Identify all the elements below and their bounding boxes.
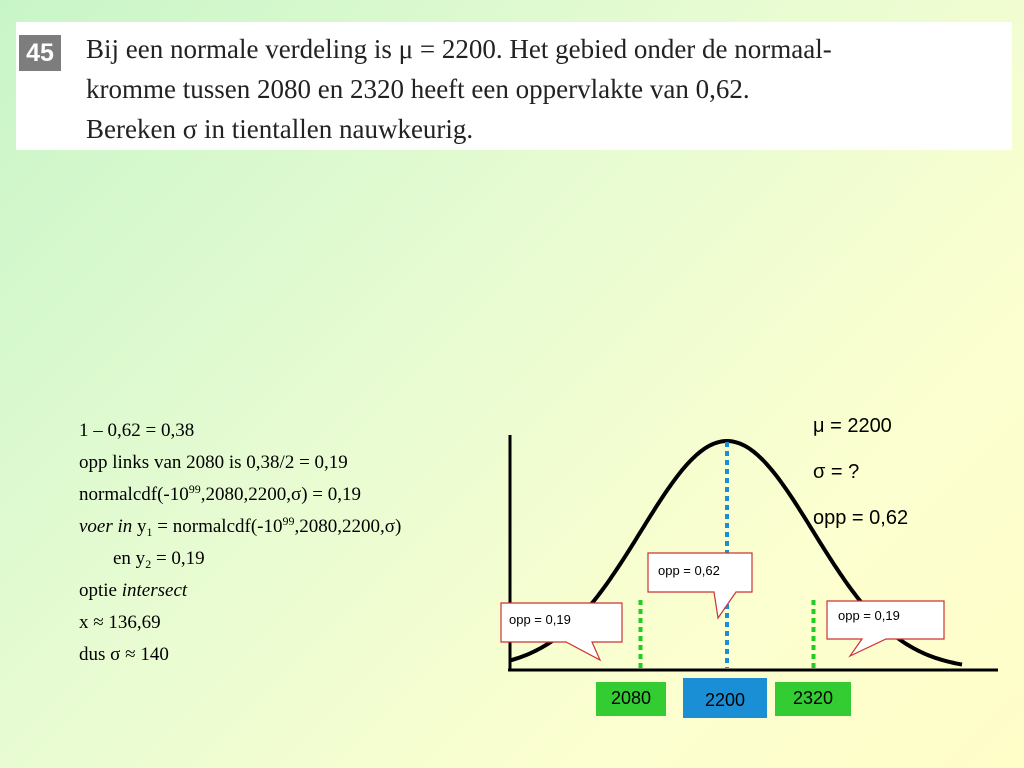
- problem-line-1: Bij een normale verdeling is μ = 2200. Het gebied onder de normaal-: [86, 34, 832, 64]
- callout-center-text: opp = 0,62: [658, 563, 720, 578]
- problem-number: 45: [19, 35, 61, 71]
- problem-line-3: Bereken σ in tientallen nauwkeurig.: [86, 114, 474, 144]
- callout-left-text: opp = 0,19: [509, 612, 571, 627]
- param-sigma: σ = ?: [813, 461, 860, 483]
- x-label-2320: 2320: [792, 688, 834, 708]
- calc-line-1: 1 – 0,62 = 0,38: [79, 420, 195, 441]
- calc-line-6: optie intersect: [79, 580, 188, 601]
- x-label-2080: 2080: [610, 688, 652, 708]
- calc-line-2: opp links van 2080 is 0,38/2 = 0,19: [79, 452, 348, 473]
- calc-line-7: x ≈ 136,69: [79, 612, 161, 633]
- problem-line-2: kromme tussen 2080 en 2320 heeft een oppervlakte van 0,62.: [86, 74, 750, 104]
- calc-line-3: $normalcdf(-10^{99},2080,2200,\sigma) = 0,19$: [79, 482, 362, 505]
- calc-line-8: dus σ ≈ 140: [79, 644, 169, 665]
- param-opp: opp = 0,62: [813, 507, 909, 529]
- calc-line-4: voer in $y_1$ = $normalcdf(-10^{99},2080,2200,\sigma)$: [79, 514, 402, 539]
- x-label-2200: 2200: [704, 690, 746, 710]
- param-mu: μ = 2200: [813, 415, 892, 437]
- calc-line-5: en $y_2 = 0,19$: [113, 548, 205, 571]
- callout-right-text: opp = 0,19: [838, 608, 900, 623]
